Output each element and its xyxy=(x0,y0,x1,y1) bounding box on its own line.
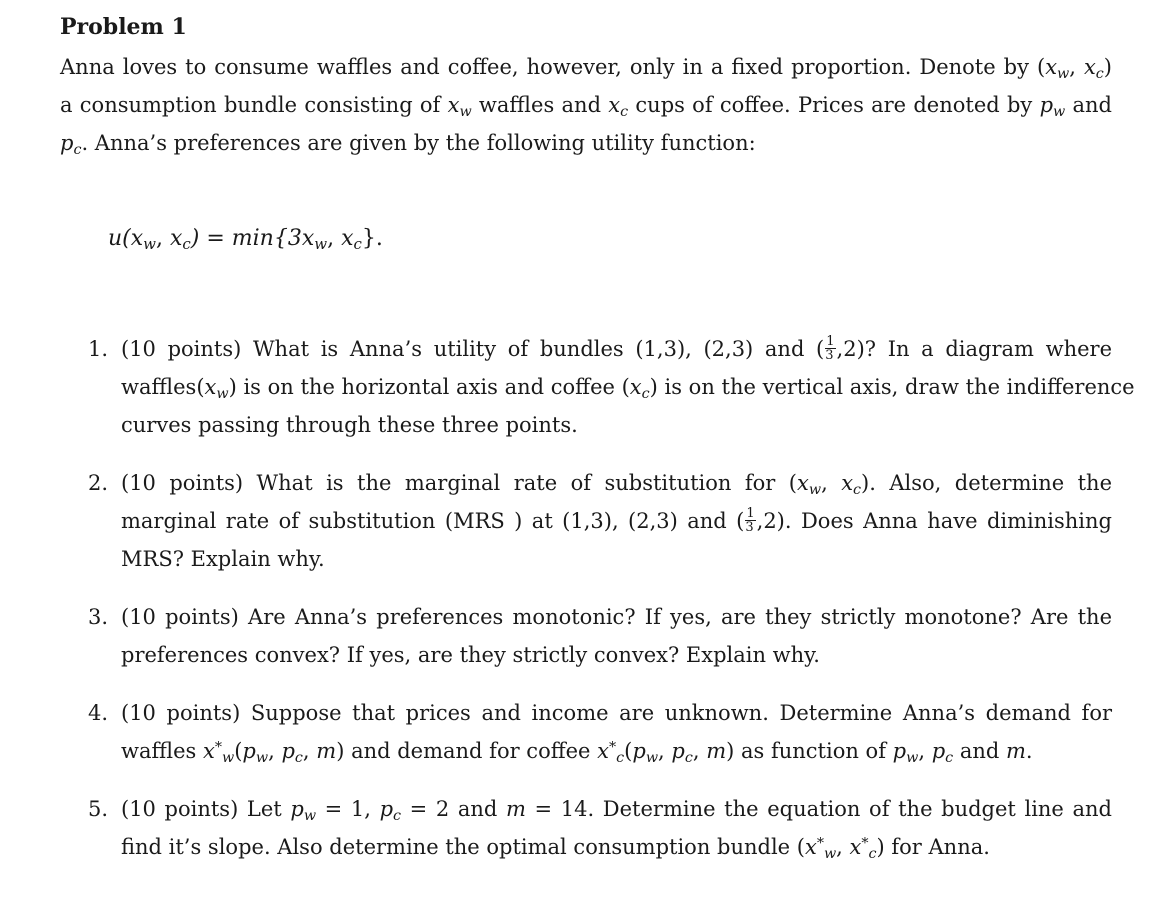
intro-line-3: $p_c$. Anna’s preferences are given by the following utility function: xyxy=(60,131,756,158)
item-number: 3. xyxy=(88,605,109,629)
item-4-line-2: waffles $x^*_w(p_w$, $p_c$, m) and demand for coffee $x^*_c(p_w$, $p_c$, m) as function of $p_w$, $p_c$ and m. xyxy=(121,739,1033,766)
item-4-line-1: (10 points) Suppose that prices and income are unknown. Determine Anna’s demand for xyxy=(121,701,1112,725)
item-5-line-1: (10 points) Let $p_w = 1$, $p_c = 2$ and m = 14. Determine the equation of the budget line and xyxy=(121,797,1112,824)
intro-line-2: a consumption bundle consisting of $x_w$ waffles and $x_c$ cups of coffee. Prices are denoted by $p_w$ and xyxy=(60,93,1112,120)
intro-line-1: Anna loves to consume waffles and coffee, however, only in a fixed proportion. Denote by ($x_w$, $x_c$) xyxy=(60,55,1112,82)
item-number: 1. xyxy=(88,337,109,361)
item-2-line-3: MRS? Explain why. xyxy=(121,547,325,571)
item-1-line-3: curves passing through these three points. xyxy=(121,413,578,437)
fraction-one-third: $\frac{1}{3}$ xyxy=(745,506,755,536)
problem-title: Problem 1 xyxy=(60,14,187,40)
item-2-line-2: marginal rate of substitution (MRS ) at (1,3), (2,3) and ( $\frac{1}{3}$ ,2). Does Anna have diminishing xyxy=(121,506,1112,536)
item-3-line-1: (10 points) Are Anna’s preferences monotonic? If yes, are they strictly monotone? Are the xyxy=(121,605,1112,629)
item-number: 2. xyxy=(88,471,109,495)
item-3-line-2: preferences convex? If yes, are they strictly convex? Explain why. xyxy=(121,643,820,667)
item-1-line-1: (10 points) What is Anna’s utility of bundles (1,3), (2,3) and ( $\frac{1}{3}$ ,2)? In a diagram where xyxy=(121,334,1112,364)
intro-paragraph xyxy=(60,48,1112,162)
fraction-one-third: $\frac{1}{3}$ xyxy=(825,334,835,364)
item-number: 4. xyxy=(88,701,109,725)
item-5-line-2: find it’s slope. Also determine the optimal consumption bundle ($x^*_w$, $x^*_c$) for Anna. xyxy=(121,835,990,862)
item-1-line-2: $waffles(x_w)$ is on the horizontal axis and coffee $(x_c)$ is on the vertical axis, draw the indifference xyxy=(121,375,1135,402)
item-number: 5. xyxy=(88,797,109,821)
utility-equation: $u(x_w$, $x_c) = \min\{3x_w$, $x_c$}. xyxy=(108,226,383,254)
item-2-line-1: (10 points) What is the marginal rate of substitution for ($x_w$, $x_c$). Also, determine the xyxy=(121,471,1113,498)
